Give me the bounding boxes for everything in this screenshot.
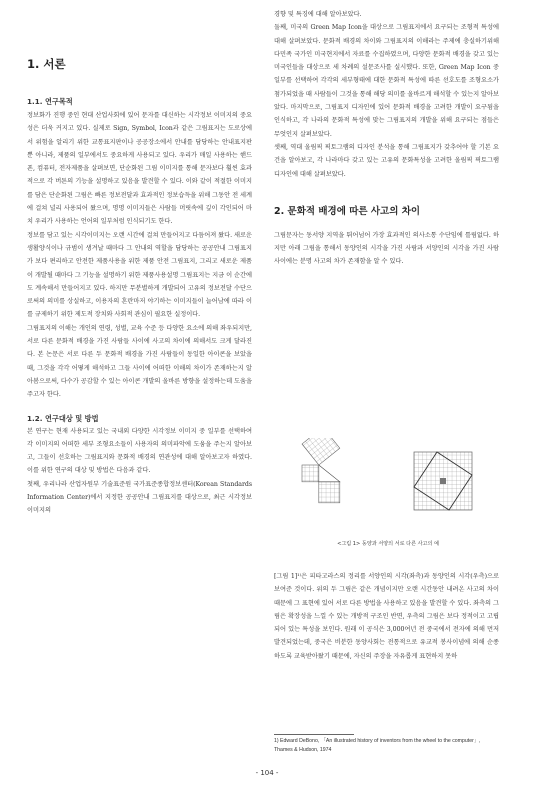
method-paragraph-2: 둘째, 미국의 Green Map Icon을 대상으로 그림표지에서 요구되는 조형적 특성에 대해 살펴보았다. 문화적 배경의 차이와 그림표지의 이해라는 주제에 충실하기위해 다민족 국가인 미국현지에서 자료를 수집하였으며, 다양한 문화적 배경을 갖고 있는 미국인들을 대상으로 세 차례의 설문조사를 실시했다. 또한, Green Map Icon 중 일부를 선택하여 각각의 세부형태에 대한 문화적 특성에 따른 선호도를 조형요소가 첨가되었을 때 사람들이 그것을 통해 해당 의미를 올바르게 해석할 수 있는지 알아보았다. 마지막으로, 그림표지 디자인에 있어 문화적 배경을 고려한 개발이 요구됨을 인식하고, 각 나라의 문화적 특성에 맞는 그림표지의 개발을 위해 요구되는 점들은 무엇인지 살펴보았다.	[274, 24, 499, 138]
sub1-paragraph-2: 정보를 담고 있는 시각이미지는 오랜 시간에 걸쳐 만들어지고 다듬어져 왔다. 새로운 생활양식이나 규범이 생겨날 때마다 그 안내의 역할을 담당하는 공공안내 그림표지가 보다 편리하고 안전한 제품사용을 위한 제품 안전 그림표지, 그리고 새로운 제품이 개발될 때마다 그 기능을 설명하기 위한 제품사용설명 그림표지는 지금 이 순간에도 계속해서 만들어지고 있다. 하지만 무분별하게 개발되어 고유의 정보전달 수단으로써의 의미를 상실하고, 이용자의 혼란마저 야기하는 이미지들이 늘어남에 따라 이를 규제하기 위한 제도적 장치와 사회적 관심이 필요한 실정이다.	[27, 231, 252, 319]
figure-1-caption: <그림 1> 동양과 서양의 서로 다른 사고의 예	[337, 541, 439, 547]
eastern-view-diagram	[414, 452, 472, 510]
left-column	[27, 46, 252, 518]
subsection-1-2-title: 1.2. 연구대상 및 방법	[27, 413, 99, 423]
section2-paragraph: 그림문자는 동서양 지역을 뛰어넘어 가장 효과적인 의사소통 수단임에 틀림없다. 하지만 아래 그림을 통해서 동양인의 시각을 가진 사람과 서양인의 시각을 가진 사람 사이에는 분명 사고의 차가 존재함을 알 수 있다.	[274, 231, 499, 266]
footnote-rule	[274, 734, 354, 735]
subsection-1-1-title: 1.1. 연구목적	[27, 97, 73, 106]
sub2-paragraph-1: 본 연구는 현재 사용되고 있는 국내외 다양한 시각정보 이미지 중 일부를 선택하여 각 이미지의 어떠한 세부 조형요소들이 사용자의 의미파악에 도움을 주는지 알아보고, 그들이 선호하는 그림표지와 문화적 배경의 연관성에 대해 알아보고자 하였다. 이를 위한 연구의 대상 및 방법은 다음과 같다.	[27, 427, 252, 475]
sub1-paragraph-1: 정보화가 진행 중인 현대 산업사회에 있어 문자를 대신하는 시각정보 이미지의 중요성은 더욱 커지고 있다. 실제로 Sign, Symbol, Icon과 같은 그림표지는 도로상에서 위험을 알리기 위한 교통표지판이나 공공장소에서 안내를 담당하는 안내표지판 뿐 아니라, 제품의 일부에서도 중요하게 사용되고 있다. 우리가 매일 사용하는 핸드폰, 컴퓨터, 전자제품을 살펴보면, 단순화된 그림 이미지를 통해 문자보다 훨씬 효과적으로 각 버튼의 기능을 설명하고 있음을 발견할 수 있다. 이와 같이 적절한 이미지를 담은 단순화된 그림은 빠른 정보전달과 효과적인 정보습득을 위해 그동안 전 세계에 걸쳐 널리 사용되어 왔으며, 명명 이미지들은 사람들 머릿속에 깊이 각인되어 마치 우리가 사용하는 언어의 일부처럼 인식되기도 한다.	[27, 112, 252, 226]
right-column-lower	[274, 570, 499, 663]
western-view-diagram	[302, 438, 340, 503]
figure-discussion-paragraph: [그림 1]¹⁾은 피타고라스의 정리를 서양인의 시각(좌측)과 동양인의 시각(우측)으로 보여준 것이다. 위의 두 그림은 같은 개념이지만 오랜 시간동안 내려온 사고의 차이 때문에 그 표현에 있어 서로 다른 방법을 사용하고 있음을 발견할 수 있다. 좌측의 그림은 확장성을 느낄 수 있는 개방적 구조인 반면, 우측의 그림은 보다 정적이고 고립되어 있는 특성을 보인다. 원래 이 공식은 3,000여년 전 중국에서 전자에 의해 먼저 발견되었는데, 중국은 비분한 동양사회는 전통적으로 유교적 봉사이념에 의해 순종하도록 교육받아왔기 때문에, 자신의 주장을 자유롭게 표현하지 못하	[274, 573, 499, 660]
method-paragraph-1: 경향 및 특징에 대해 알아보았다.	[274, 11, 362, 18]
pythagoras-diagrams	[288, 438, 488, 530]
right-column	[274, 8, 499, 269]
section1-title: 1. 서론	[27, 57, 66, 71]
method-paragraph-3: 셋째, 역대 올림픽 픽토그램의 디자인 분석을 통해 그림표지가 갖추어야 할 기본 요건을 알아보고, 각 나라마다 갖고 있는 고유의 문화특성을 고려한 올림픽 픽토그램 디자인에 대해 살펴보았다.	[274, 143, 499, 178]
footnote: 1) Edward DeBono, 「An illustrated history of inventors from the wheel to the computer」, Thames & Hudson, 1974	[274, 738, 481, 753]
page-number: - 104 -	[255, 769, 279, 777]
sub2-paragraph-2: 첫째, 우리나라 산업자원부 기술표준원 국가표준종합정보센터(Korean Standards Information Center)에서 지정한 공공안내 그림표지를 대상으로, 최근 시각정보 이미지의	[27, 480, 252, 515]
section2-title: 2. 문화적 배경에 따른 사고의 차이	[274, 205, 421, 217]
sub1-paragraph-3: 그림표지의 이해는 개인의 연령, 성별, 교육 수준 등 다양한 요소에 의해 좌우되지만, 서로 다른 문화적 배경을 가진 사람들 사이에 사고의 차이에 의해서도 크게 달라진다. 본 논문은 서로 다른 두 문화적 배경을 가진 사람들이 동일한 아이콘을 보았을 때, 그것을 각각 어떻게 해석하고 그들 사이에 어떠한 이해의 차이가 존재하는지 알아봄으로써, 다수가 공감할 수 있는 아이콘 개발의 올바른 방향을 설정하는데 도움을 주고자 한다.	[27, 324, 252, 399]
figure-1	[288, 438, 488, 558]
